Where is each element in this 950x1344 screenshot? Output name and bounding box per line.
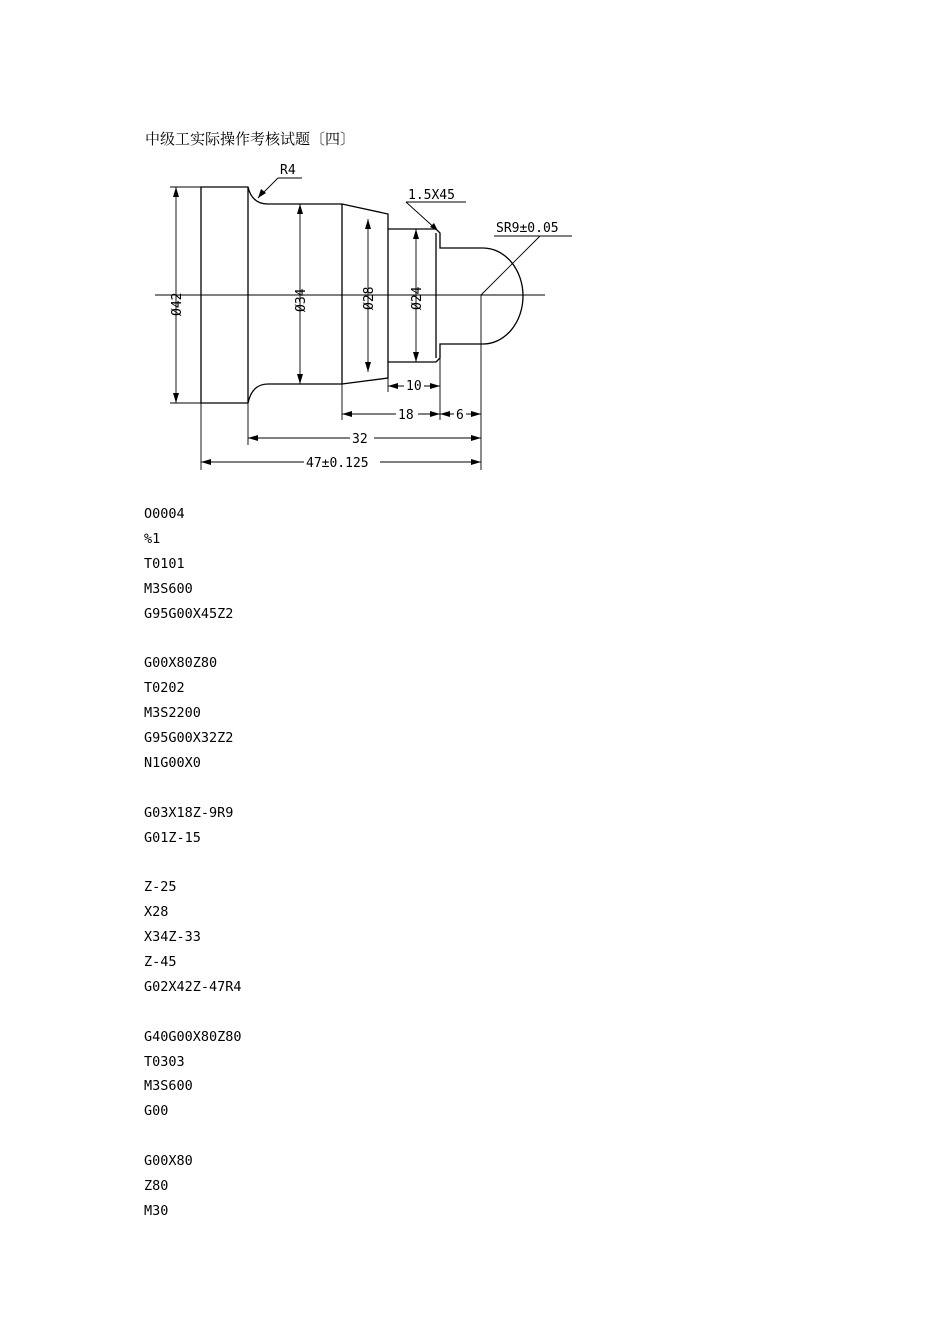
program-line <box>144 626 242 651</box>
program-line <box>144 1000 242 1025</box>
dim-length-18: 18 <box>398 408 414 423</box>
program-line: X34Z-33 <box>144 929 201 946</box>
program-line: T0303 <box>144 1053 185 1070</box>
program-line: G95G00X45Z2 <box>144 605 234 622</box>
program-line: G03X18Z-9R9 <box>144 804 234 821</box>
part-drawing <box>140 150 600 480</box>
program-line: T0202 <box>144 680 185 697</box>
dim-chamfer: 1.5X45 <box>408 188 455 203</box>
dim-diameter-24: Ø24 <box>410 286 425 310</box>
program-line: M30 <box>144 1202 169 1219</box>
program-line: G01Z-15 <box>144 829 201 846</box>
program-line: M3S2200 <box>144 705 201 722</box>
program-line: T0101 <box>144 555 185 572</box>
dim-sphere: SR9±0.05 <box>496 221 559 236</box>
program-line: %1 <box>144 530 161 547</box>
program-line <box>144 850 242 875</box>
program-line: G00X80Z80 <box>144 655 218 672</box>
program-line: O0004 <box>144 506 185 522</box>
dim-length-47: 47±0.125 <box>306 456 369 471</box>
dim-r4: R4 <box>280 163 296 178</box>
dim-diameter-28: Ø28 <box>362 286 377 310</box>
program-line: G02X42Z-47R4 <box>144 978 242 995</box>
program-line: Z80 <box>144 1178 169 1195</box>
program-line: G95G00X32Z2 <box>144 730 234 747</box>
dim-length-6: 6 <box>456 408 464 423</box>
program-line: X28 <box>144 904 169 921</box>
dim-length-10: 10 <box>406 379 422 394</box>
program-line: G00X80 <box>144 1153 193 1170</box>
program-line: G40G00X80Z80 <box>144 1028 242 1045</box>
program-line: M3S600 <box>144 1078 193 1095</box>
dim-diameter-34: Ø34 <box>294 288 309 312</box>
program-line <box>144 776 242 801</box>
document-title: 中级工实际操作考核试题〔四〕 <box>145 130 356 148</box>
dim-length-32: 32 <box>352 432 368 447</box>
dim-diameter-42: Ø42 <box>170 292 185 316</box>
program-line: Z-25 <box>144 879 177 896</box>
program-line: M3S600 <box>144 580 193 597</box>
nc-program <box>144 502 242 1224</box>
program-line <box>144 1124 242 1149</box>
program-line: N1G00X0 <box>144 754 201 771</box>
program-line: Z-45 <box>144 954 177 971</box>
program-line: G00 <box>144 1103 169 1120</box>
